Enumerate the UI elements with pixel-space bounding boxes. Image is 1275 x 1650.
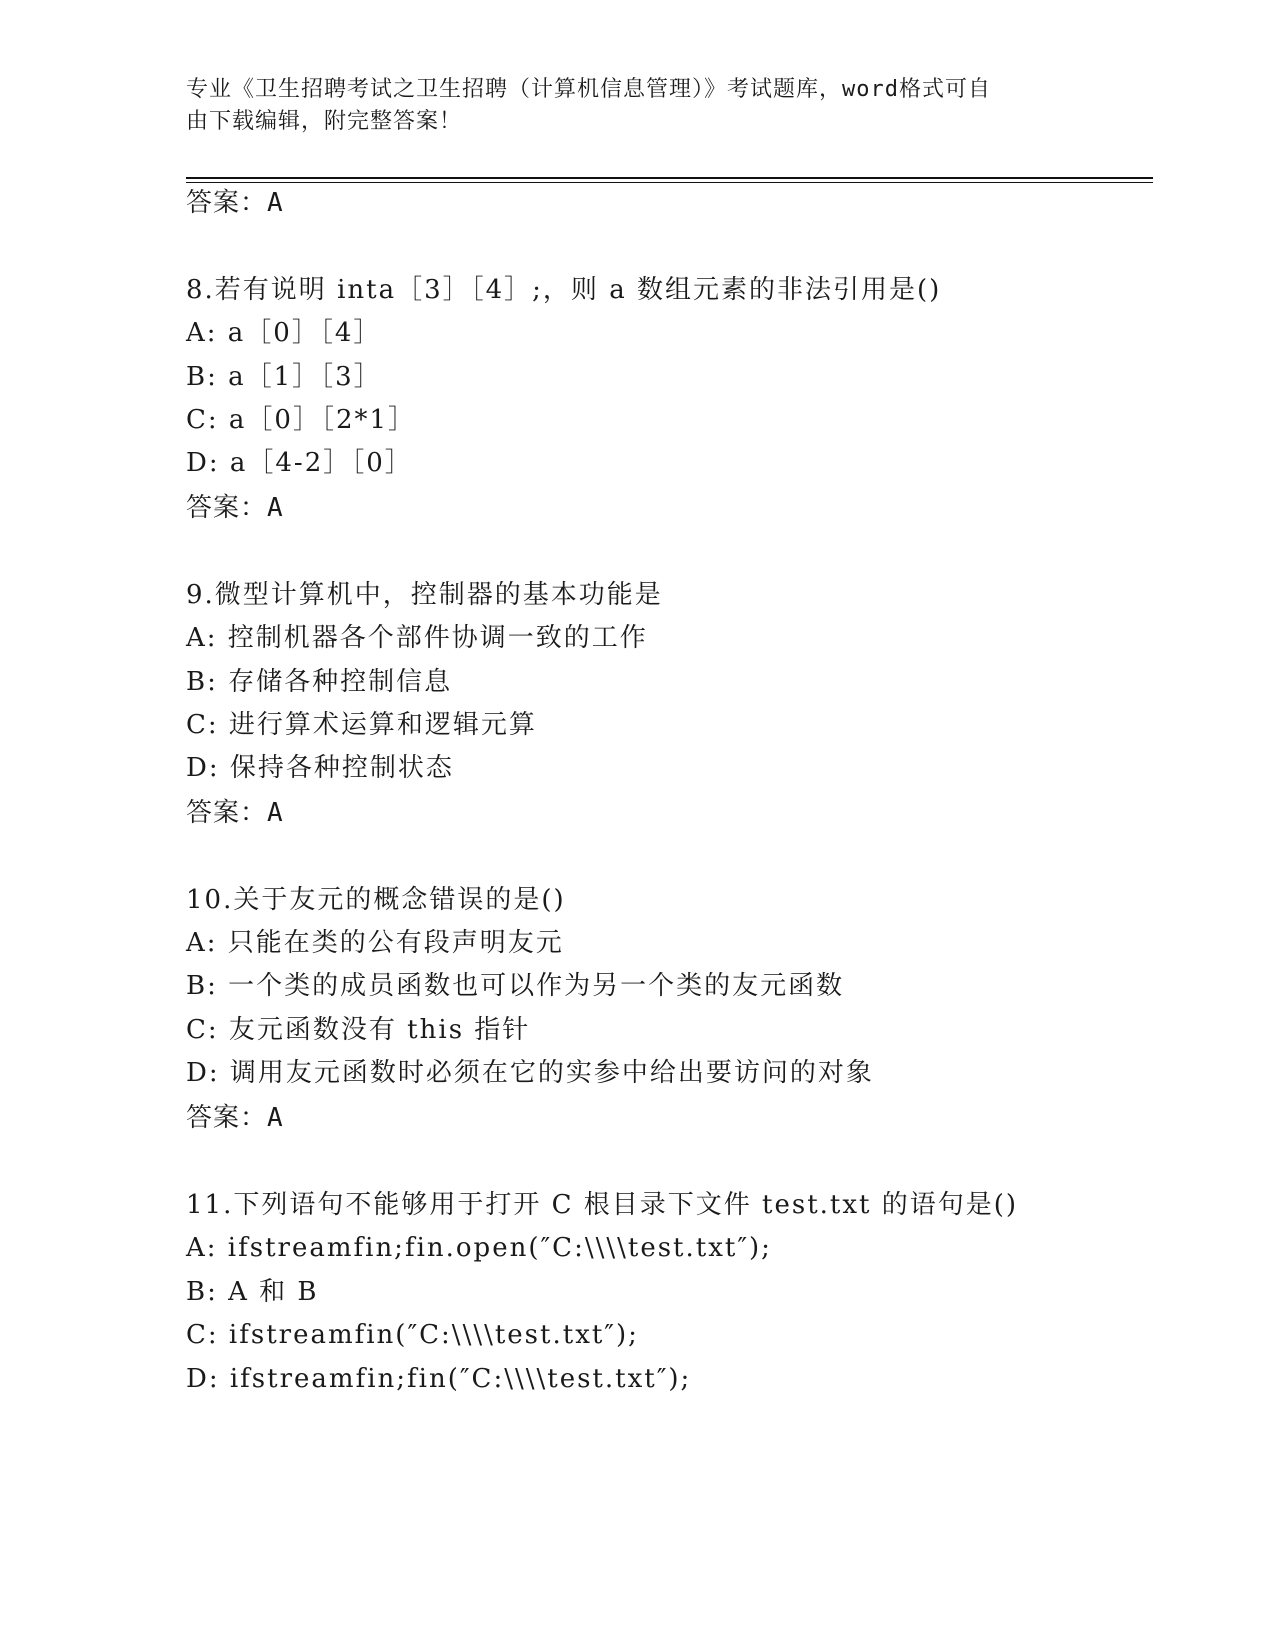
question-11-option-d: D: ifstreamfin;fin(″C:\\\\test.txt″); (186, 1364, 692, 1394)
question-10-answer: 答案：A (186, 1103, 284, 1133)
question-9-option-b: B: 存储各种控制信息 (186, 667, 453, 697)
question-10-stem: 10.关于友元的概念错误的是() (186, 885, 566, 915)
question-9-option-d: D: 保持各种控制状态 (186, 753, 454, 783)
question-10-option-a: A: 只能在类的公有段声明友元 (186, 928, 564, 958)
question-9-option-a: A: 控制机器各个部件协调一致的工作 (186, 623, 648, 653)
question-11-option-c: C: ifstreamfin(″C:\\\\test.txt″); (186, 1320, 639, 1350)
question-8-stem: 8.若有说明 inta［3］［4］;，则 a 数组元素的非法引用是() (186, 275, 942, 305)
question-8-option-a: A: a［0］［4］ (186, 318, 382, 348)
question-10-option-d: D: 调用友元函数时必须在它的实参中给出要访问的对象 (186, 1058, 874, 1088)
header-divider (186, 177, 1153, 179)
previous-answer: 答案：A (186, 188, 284, 218)
question-11-stem: 11.下列语句不能够用于打开 C 根目录下文件 test.txt 的语句是() (186, 1190, 1019, 1220)
question-8-option-c: C: a［0］［2*1］ (186, 405, 417, 435)
question-9-answer: 答案：A (186, 798, 284, 828)
question-11-option-b: B: A 和 B (186, 1277, 319, 1307)
question-8-option-d: D: a［4-2］［0］ (186, 448, 413, 478)
header-line-2: 由下载编辑，附完整答案！ (186, 109, 463, 134)
question-8-answer: 答案：A (186, 493, 284, 523)
question-9-stem: 9.微型计算机中，控制器的基本功能是 (186, 580, 663, 610)
question-11-option-a: A: ifstreamfin;fin.open(″C:\\\\test.txt″); (186, 1233, 772, 1263)
header-line-1: 专业《卫生招聘考试之卫生招聘（计算机信息管理）》考试题库，word格式可自 (186, 77, 991, 102)
header-divider-thin (186, 182, 1153, 183)
question-9-option-c: C: 进行算术运算和逻辑元算 (186, 710, 537, 740)
question-10-option-c: C: 友元函数没有 this 指针 (186, 1015, 531, 1045)
document-header (186, 74, 1066, 138)
question-8-option-b: B: a［1］［3］ (186, 362, 382, 392)
question-10-option-b: B: 一个类的成员函数也可以作为另一个类的友元函数 (186, 971, 845, 1001)
